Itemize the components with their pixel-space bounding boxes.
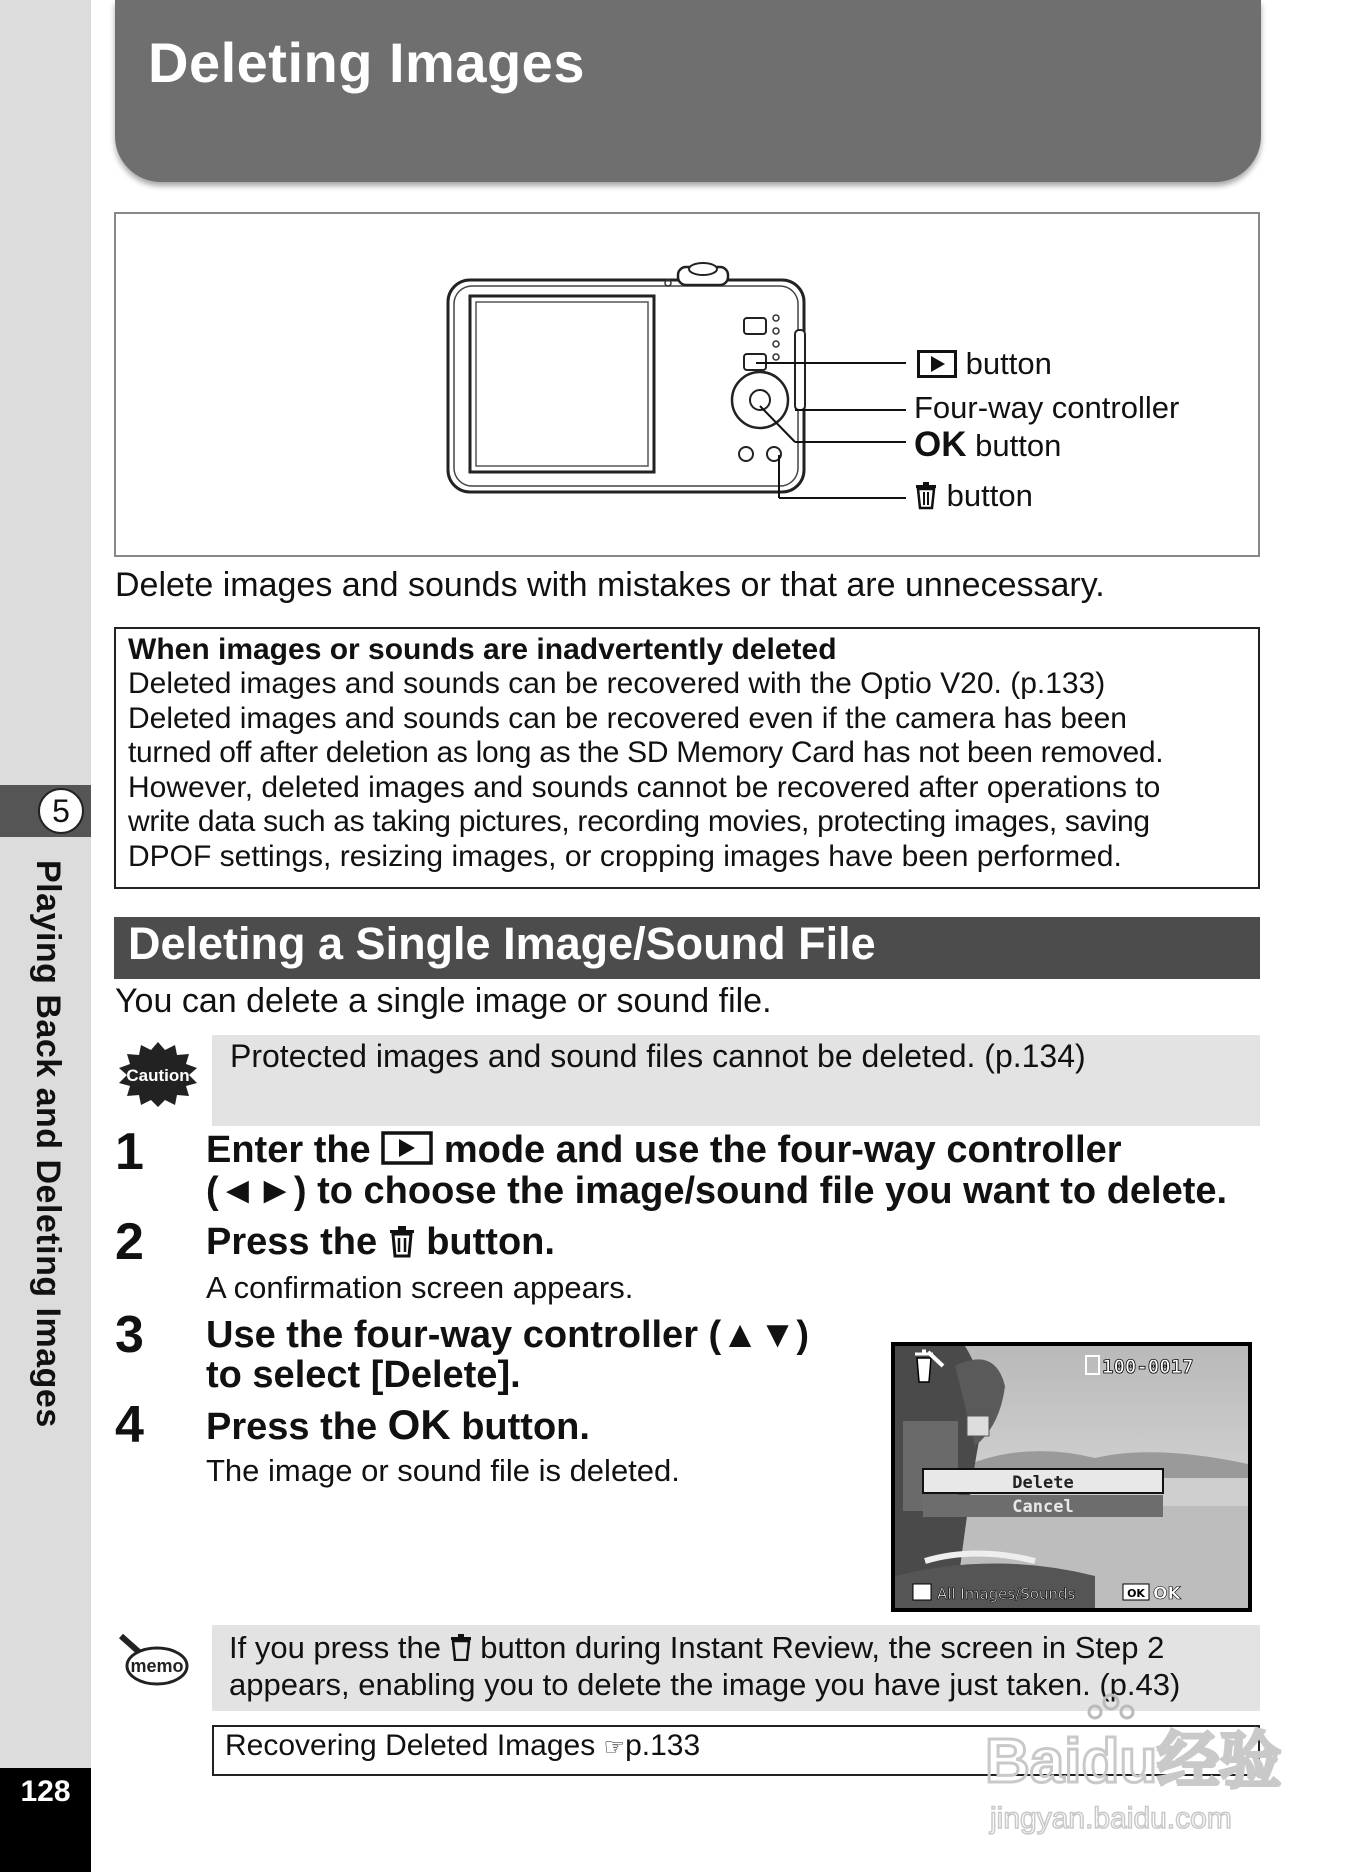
trash-button-label: button xyxy=(946,478,1033,513)
page-title: Deleting Images xyxy=(148,31,585,94)
chapter-number: 5 xyxy=(38,788,84,834)
playback-icon xyxy=(381,1131,433,1165)
memo-text: button during Instant Review, the screen in Step 2 xyxy=(480,1630,1165,1665)
trash-icon xyxy=(388,1224,416,1258)
playback-button-label: button xyxy=(965,346,1052,381)
note-line: turned off after deletion as long as the SD Memory Card has not been removed. xyxy=(128,736,1164,769)
step-1-line1 xyxy=(206,1130,1122,1170)
reference-text: Recovering Deleted Images xyxy=(225,1729,596,1762)
step-number: 1 xyxy=(115,1123,144,1181)
lcd-menu-cancel: Cancel xyxy=(1012,1497,1074,1517)
svg-text:memo: memo xyxy=(130,1656,184,1676)
step-1-line2: (◄►) to choose the image/sound file you want to delete. xyxy=(206,1170,1228,1212)
playback-button-callout xyxy=(917,346,1052,382)
step-2-sub: A confirmation screen appears. xyxy=(206,1270,634,1305)
step-number: 4 xyxy=(115,1396,144,1454)
step-text: button. xyxy=(461,1406,590,1448)
ok-button-callout xyxy=(914,425,1061,465)
svg-text:jingyan.baidu.com: jingyan.baidu.com xyxy=(990,1802,1232,1835)
note-line: However, deleted images and sounds cannot be recovered after operations to xyxy=(128,770,1161,804)
note-line: write data such as taking pictures, recording movies, protecting images, saving xyxy=(128,805,1150,838)
lcd-file-number xyxy=(1086,1356,1194,1378)
callout-lines xyxy=(740,340,920,510)
ok-icon: OK xyxy=(387,1401,451,1448)
note-line: Deleted images and sounds can be recovered with the Optio V20. (p.133) xyxy=(128,667,1106,700)
step-text: button. xyxy=(426,1221,555,1263)
memo-text: If you press the xyxy=(229,1630,441,1665)
reference-page: p.133 xyxy=(625,1729,701,1762)
svg-text:Baidu经验: Baidu经验 xyxy=(985,1727,1282,1796)
lcd-menu-delete: Delete xyxy=(1012,1473,1074,1493)
memo-line-1 xyxy=(229,1630,1164,1666)
step-4-sub: The image or sound file is deleted. xyxy=(206,1453,680,1488)
step-number: 3 xyxy=(115,1306,144,1364)
note-title: When images or sounds are inadvertently deleted xyxy=(128,633,837,666)
svg-text:OK: OK xyxy=(1127,1587,1145,1600)
memo-line-2: appears, enabling you to delete the image you have just taken. (p.43) xyxy=(229,1667,1181,1702)
section-title: Deleting a Single Image/Sound File xyxy=(128,918,876,969)
baidu-watermark xyxy=(975,1690,1295,1840)
lcd-screen xyxy=(895,1346,1248,1608)
svg-text:100-0017: 100-0017 xyxy=(1102,1356,1194,1378)
page-number: 128 xyxy=(20,1775,71,1808)
step-4-heading xyxy=(206,1401,590,1448)
step-3-line1: Use the four-way controller (▲▼) xyxy=(206,1314,810,1356)
step-text: Press the xyxy=(206,1221,378,1263)
pointing-hand-icon: ☞ xyxy=(603,1734,626,1761)
caution-icon xyxy=(117,1040,199,1108)
reference-link[interactable] xyxy=(225,1729,700,1763)
step-text: Press the xyxy=(206,1406,378,1448)
four-way-controller-callout: Four-way controller xyxy=(914,390,1180,425)
step-number: 2 xyxy=(115,1213,144,1271)
ok-icon: OK xyxy=(914,425,967,464)
chapter-title xyxy=(28,860,88,1460)
trash-icon xyxy=(450,1633,472,1661)
trash-icon xyxy=(914,480,938,510)
intro-text: Delete images and sounds with mistakes or that are unnecessary. xyxy=(115,566,1105,604)
step-3-line2: to select [Delete]. xyxy=(206,1354,521,1396)
ok-button-label: button xyxy=(975,428,1062,463)
note-line: Deleted images and sounds can be recovered even if the camera has been xyxy=(128,701,1127,735)
recovery-note xyxy=(114,627,1260,889)
trash-button-callout xyxy=(914,478,1033,514)
note-line: DPOF settings, resizing images, or cropping images have been performed. xyxy=(128,839,1122,873)
section-intro: You can delete a single image or sound file. xyxy=(115,982,772,1020)
step-2-heading xyxy=(206,1222,555,1262)
caution-text: Protected images and sound files cannot be deleted. (p.134) xyxy=(230,1038,1086,1074)
memo-icon xyxy=(117,1632,189,1688)
svg-text:All Images/Sounds: All Images/Sounds xyxy=(937,1585,1076,1603)
svg-text:Caution: Caution xyxy=(126,1066,190,1085)
playback-icon xyxy=(917,350,957,378)
chapter-title-text: Playing Back and Deleting Images xyxy=(29,860,67,1428)
step-text: Enter the xyxy=(206,1129,371,1171)
step-text: mode and use the four-way controller xyxy=(443,1129,1122,1171)
svg-text:OK: OK xyxy=(1153,1584,1181,1604)
